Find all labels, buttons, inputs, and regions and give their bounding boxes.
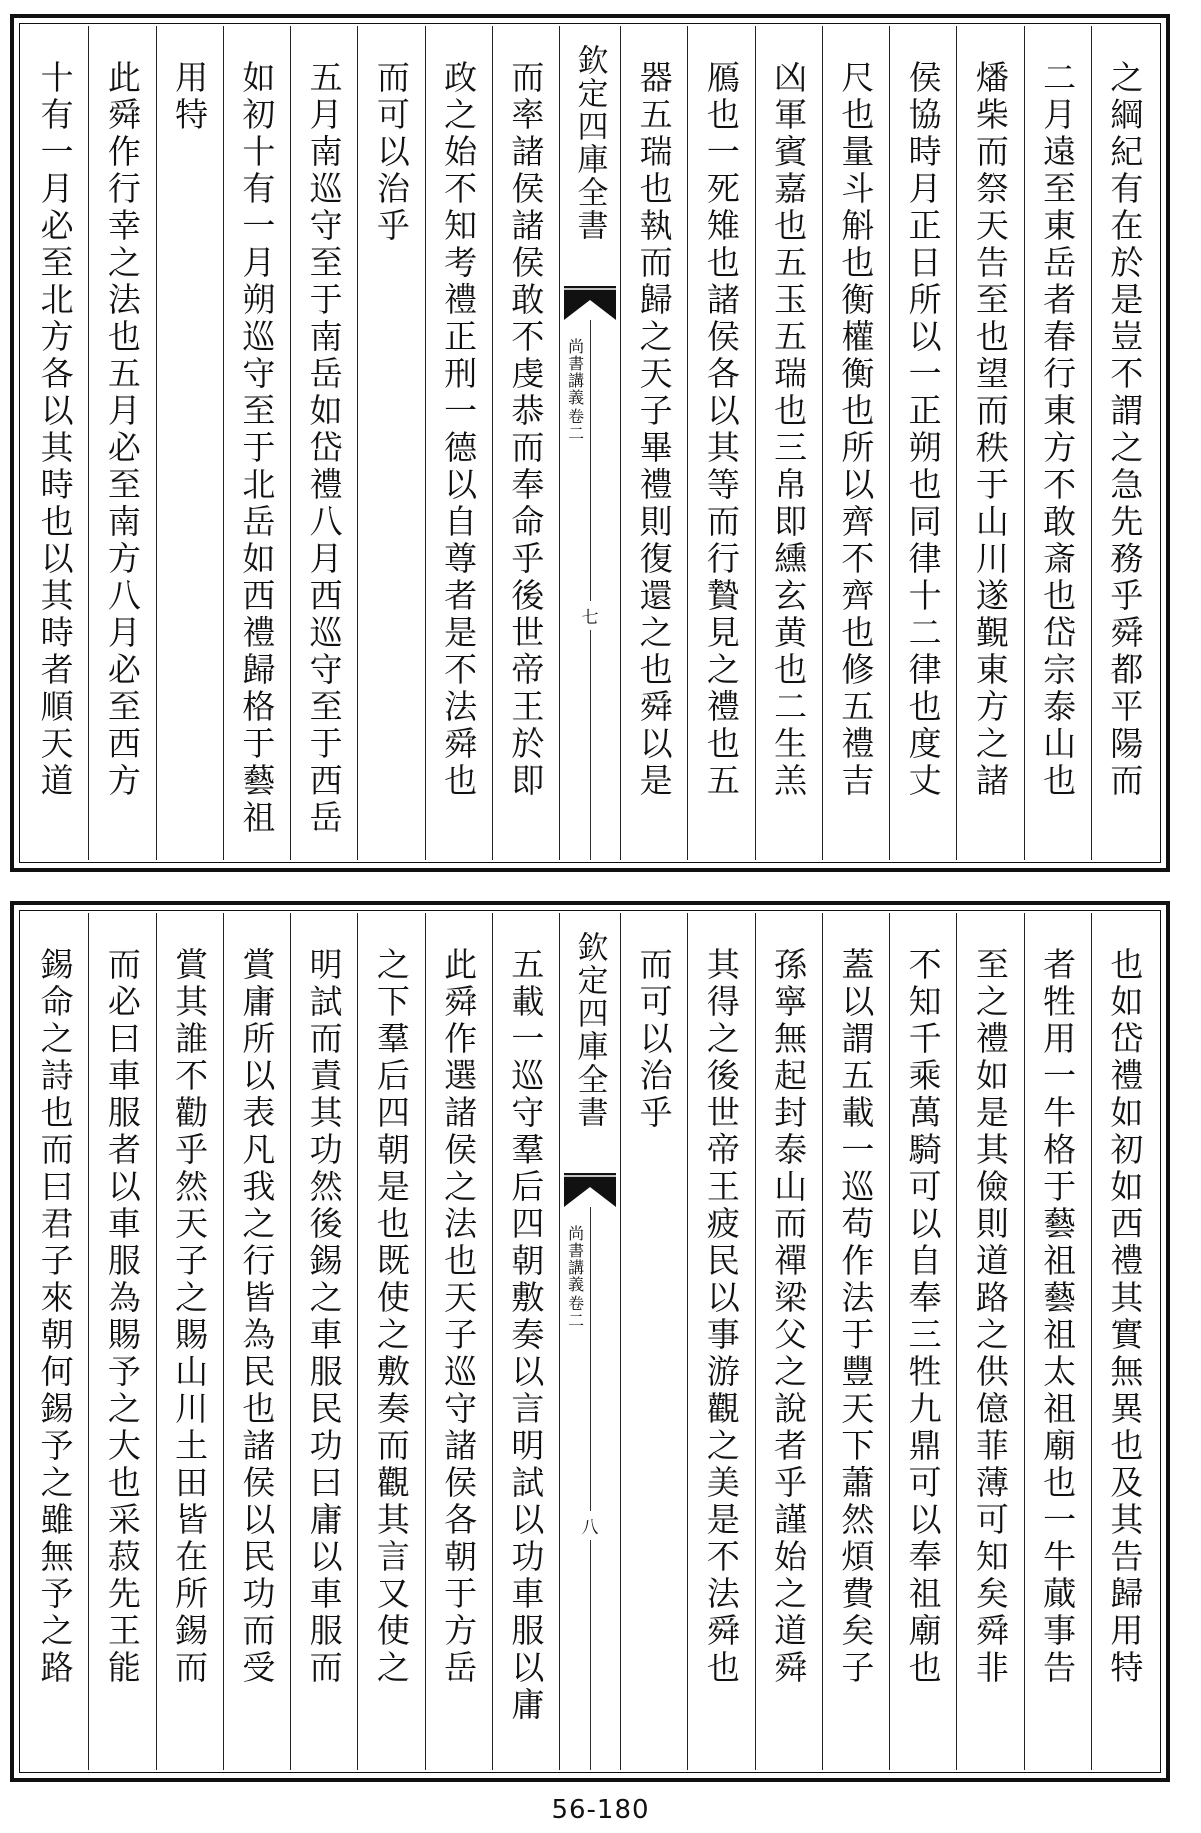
text-column bbox=[223, 913, 290, 1770]
column-text: 政之始不知考禮正刑一德以自尊者是不法舜也 bbox=[439, 60, 479, 800]
text-columns-bottom bbox=[22, 913, 1158, 1770]
column-text: 也如岱禮如初如西禮其實無異也及其告歸用特 bbox=[1105, 947, 1145, 1687]
text-column bbox=[357, 26, 424, 860]
column-text: 者牲用一牛格于藝祖藝祖太祖廟也一牛蕆事告 bbox=[1038, 947, 1078, 1687]
column-text: 而必曰車服者以車服為賜予之大也采菽先王能 bbox=[102, 947, 142, 1687]
work-title-block bbox=[566, 338, 584, 442]
column-text: 用特 bbox=[170, 60, 210, 134]
column-text: 蓋以謂五載一巡苟作法于豐天下蕭然煩費矣子 bbox=[836, 947, 876, 1687]
column-text: 尺也量斗斛也衡權衡也所以齊不齊也修五禮吉 bbox=[836, 60, 876, 800]
text-column bbox=[687, 913, 754, 1770]
text-column bbox=[687, 26, 754, 860]
column-text: 之綱紀有在於是豈不謂之急先務乎舜都平陽而 bbox=[1105, 60, 1145, 800]
page-number: 八 bbox=[582, 1511, 599, 1540]
text-column bbox=[22, 26, 88, 860]
text-column bbox=[755, 26, 822, 860]
column-text: 明試而責其功然後錫之車服民功曰庸以車服而 bbox=[304, 947, 344, 1687]
text-column bbox=[1091, 26, 1158, 860]
column-text: 錫命之詩也而曰君子來朝何錫予之雖無予之路 bbox=[35, 947, 75, 1687]
text-column bbox=[357, 913, 424, 1770]
text-column bbox=[88, 913, 155, 1770]
volume-label: 卷二 bbox=[565, 1295, 585, 1329]
text-column bbox=[425, 913, 492, 1770]
column-text: 十有一月必至北方各以其時也以其時者順天道 bbox=[35, 60, 75, 800]
fold-column bbox=[559, 26, 620, 860]
text-column bbox=[1024, 26, 1091, 860]
work-title-block bbox=[566, 1225, 584, 1329]
column-text: 之下羣后四朝是也既使之敷奏而觀其言又使之 bbox=[371, 947, 411, 1687]
column-text: 賞其誰不勸乎然天子之賜山川土田皆在所錫而 bbox=[170, 947, 210, 1687]
text-column bbox=[822, 26, 889, 860]
column-text: 二月遠至東岳者春行東方不敢斎也岱宗泰山也 bbox=[1038, 60, 1078, 800]
column-text: 五載一巡守羣后四朝敷奏以言明試以功車服以庸 bbox=[506, 947, 546, 1724]
work-title: 尚書講義 bbox=[565, 1225, 585, 1293]
page-top bbox=[10, 14, 1170, 872]
text-column bbox=[156, 913, 223, 1770]
column-text: 而可以治乎 bbox=[634, 947, 674, 1132]
text-column bbox=[889, 913, 956, 1770]
column-text: 不知千乘萬騎可以自奉三牲九鼎可以奉祖廟也 bbox=[903, 947, 943, 1687]
text-column bbox=[755, 913, 822, 1770]
text-column bbox=[223, 26, 290, 860]
text-column bbox=[88, 26, 155, 860]
column-text: 賞庸所以表凡我之行皆為民也諸侯以民功而受 bbox=[237, 947, 277, 1687]
text-column bbox=[492, 26, 559, 860]
text-column bbox=[492, 913, 559, 1770]
column-text: 而可以治乎 bbox=[371, 60, 411, 245]
fold-column bbox=[559, 913, 620, 1770]
column-text: 此舜作選諸侯之法也天子巡守諸侯各朝于方岳 bbox=[439, 947, 479, 1687]
book-title: 欽定四庫全書 bbox=[571, 931, 608, 1129]
book-title: 欽定四庫全書 bbox=[571, 44, 608, 242]
text-column bbox=[290, 26, 357, 860]
column-text: 如初十有一月朔巡守至于北岳如西禮歸格于藝祖 bbox=[237, 60, 277, 837]
fold-line bbox=[590, 320, 591, 860]
text-column bbox=[1024, 913, 1091, 1770]
text-column bbox=[620, 26, 687, 860]
column-text: 器五瑞也執而歸之天子畢禮則復還之也舜以是 bbox=[634, 60, 674, 800]
text-columns-top bbox=[22, 26, 1158, 860]
text-column bbox=[889, 26, 956, 860]
fold-line bbox=[590, 1207, 591, 1770]
fish-tail-icon bbox=[564, 286, 616, 320]
text-column bbox=[425, 26, 492, 860]
text-column bbox=[22, 913, 88, 1770]
plate-number: 56-180 bbox=[551, 1795, 650, 1825]
column-text: 凶軍賓嘉也五玉五瑞也三帛即纁玄黄也二生羔 bbox=[769, 60, 809, 800]
column-text: 鴈也一死雉也諸侯各以其等而行贄見之禮也五 bbox=[701, 60, 741, 800]
fish-tail-icon bbox=[564, 1173, 616, 1207]
column-text: 燔柴而祭天告至也望而秩于山川遂覲東方之諸 bbox=[970, 60, 1010, 800]
column-text: 其得之後世帝王疲民以事游觀之美是不法舜也 bbox=[701, 947, 741, 1687]
column-text: 而率諸侯諸侯敢不虔恭而奉命乎後世帝王於即 bbox=[506, 60, 546, 800]
text-column bbox=[290, 913, 357, 1770]
volume-label: 卷二 bbox=[565, 408, 585, 442]
text-column bbox=[956, 913, 1023, 1770]
text-column bbox=[1091, 913, 1158, 1770]
work-title: 尚書講義 bbox=[565, 338, 585, 406]
column-text: 此舜作行幸之法也五月必至南方八月必至西方 bbox=[102, 60, 142, 800]
column-text: 侯協時月正日所以一正朔也同律十二律也度丈 bbox=[903, 60, 943, 800]
page-bottom bbox=[10, 901, 1170, 1782]
column-text: 孫寧無起封泰山而禪梁父之說者乎謹始之道舜 bbox=[769, 947, 809, 1687]
column-text: 五月南巡守至于南岳如岱禮八月西巡守至于西岳 bbox=[304, 60, 344, 837]
column-text: 至之禮如是其儉則道路之供億菲薄可知矣舜非 bbox=[970, 947, 1010, 1687]
text-column bbox=[822, 913, 889, 1770]
text-column bbox=[620, 913, 687, 1770]
text-column bbox=[956, 26, 1023, 860]
page-number: 七 bbox=[582, 601, 599, 630]
text-column bbox=[156, 26, 223, 860]
